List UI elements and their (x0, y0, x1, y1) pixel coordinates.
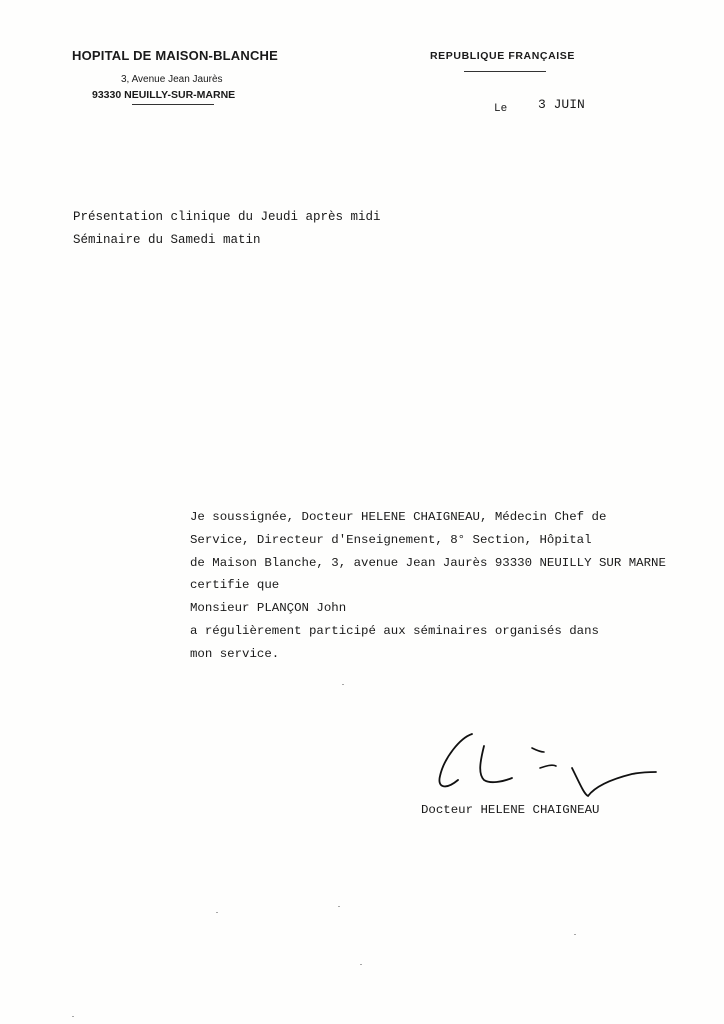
scan-speck (574, 934, 576, 935)
scan-speck (360, 964, 362, 965)
body-line: mon service. (190, 646, 280, 661)
subject-line-1: Présentation clinique du Jeudi après midi (73, 210, 381, 224)
republic-heading: REPUBLIQUE FRANÇAISE (430, 50, 576, 62)
body-line: de Maison Blanche, 3, avenue Jean Jaurès 93330 NEUILLY SUR MARNE (190, 555, 666, 570)
hospital-name: HOPITAL DE MAISON-BLANCHE (72, 48, 279, 63)
letterhead-divider-left (132, 104, 214, 105)
hospital-city: 93330 NEUILLY-SUR-MARNE (92, 89, 236, 101)
scan-speck (216, 912, 218, 913)
scan-speck (342, 684, 344, 685)
body-line: certifie que (190, 578, 280, 593)
date-value: 3 JUIN (538, 97, 585, 112)
body-line: Service, Directeur d'Enseignement, 8° Section, Hôpital (190, 532, 592, 547)
body-line: Monsieur PLANÇON John (190, 601, 347, 616)
subject-line-2: Séminaire du Samedi matin (73, 233, 261, 247)
scan-speck (338, 906, 340, 907)
body-line: a régulièrement participé aux séminaires organisés dans (190, 623, 599, 638)
hospital-street: 3, Avenue Jean Jaurès (121, 74, 223, 85)
signer-name: Docteur HELENE CHAIGNEAU (421, 803, 600, 817)
certificate-body (190, 506, 666, 666)
body-line: Je soussignée, Docteur HELENE CHAIGNEAU, Médecin Chef de (190, 510, 607, 524)
date-prefix: Le (494, 103, 508, 115)
scan-speck (72, 1016, 74, 1017)
letterhead-divider-right (464, 71, 546, 72)
